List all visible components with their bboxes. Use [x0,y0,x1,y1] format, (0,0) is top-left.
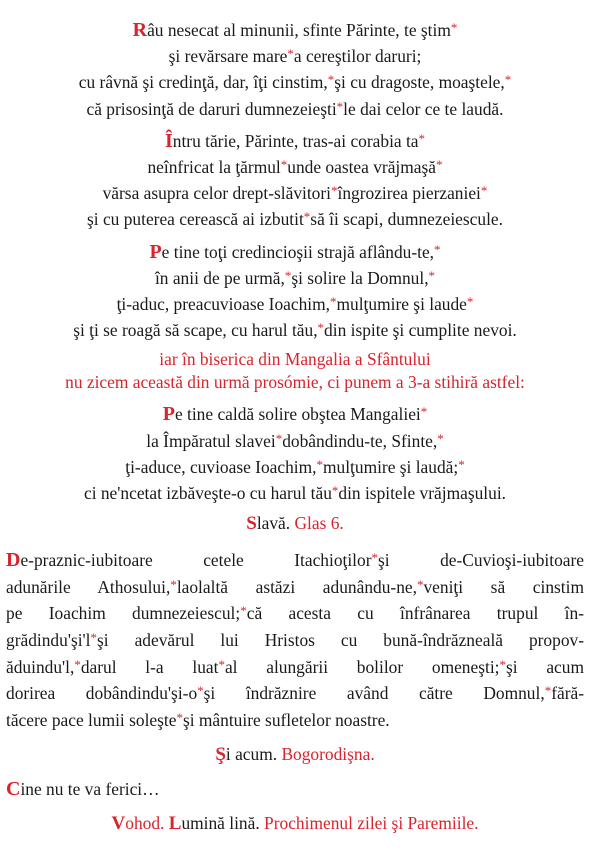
prose-text: şi mântuire sufletelor noastre. [182,709,390,730]
verse-text: din ispite şi cumplite nevoi. [324,320,517,341]
prose-text: veniţi să cinstim [423,576,584,597]
verse-text: că prisosinţă de daruri dumnezeieşti [86,98,337,119]
drop-initial: D [6,549,21,572]
star-mark: * [480,183,488,199]
star-mark: * [197,683,204,699]
stanza-mangalia [6,400,584,505]
verse-text: la Împăratul slavei [146,430,276,451]
verse-text: unde oastea vrăjmaşă [287,157,436,178]
star-mark: * [90,630,98,646]
verse-text: a cereştilor daruri; [293,46,422,67]
verse-text: ntru tărie, Părinte, tras-ai corabia ta [172,130,419,151]
stanza [6,16,584,121]
star-mark: * [504,72,512,88]
star-mark: * [303,209,311,225]
star-mark: * [176,709,183,725]
prose-text: că acesta cu înfrânarea trupul în- [246,603,584,624]
prose-text: laolaltă astăzi adunându-ne, [176,576,417,597]
verse-line [6,400,584,426]
star-mark: * [458,456,465,472]
prose-line [6,626,584,653]
star-mark: * [240,603,247,619]
verse-line [6,42,584,68]
verse-line [6,16,584,42]
star-mark: * [450,20,458,35]
verse-line [6,238,584,264]
verse-line [6,316,584,342]
prose-text: ăduindu'l, [6,656,75,677]
lumina-initial: L [168,813,182,835]
vohod-initial: V [111,813,126,835]
star-mark: * [544,683,552,699]
prose-text: şi de-Cuvioşi-iubitoare [378,550,585,571]
stanza [6,127,584,232]
star-mark: * [170,576,177,592]
verse-text: mulţumire şi laude [336,294,467,315]
verse-text: şi cu dragoste, moaştele, [334,72,505,93]
prose-text: darul l-a luat [80,656,219,677]
verse-text: e tine caldă solire obştea Mangaliei [174,404,421,425]
prose-line [6,546,584,573]
verse-text: şi cu puterea cerească ai izbutit [87,209,304,230]
prose-line [6,599,584,626]
verse-text: ţi-aduce, cuvioase Ioachim, [125,456,317,477]
prose-line [6,653,584,680]
star-mark: * [284,267,292,283]
prose-text: fără- [551,683,584,704]
prokeimenon-text: Prochimenul zilei şi Paremiile. [264,813,479,834]
star-mark: * [330,294,337,310]
verse-text: ci ne'ncetat izbăveşte-o cu harul tău [83,483,332,504]
glory-word: lavă. [256,513,291,534]
stanza [6,238,584,343]
prose-text: grădindu'şi'l [6,630,91,651]
stanza-group [6,16,584,342]
theotokion-label: Bogorodişna. [281,744,375,765]
verse-text: neînfricat la ţărmul [147,157,281,178]
and-now-word: i acum. [225,744,278,765]
verse-text: mulţumire şi laudă; [322,456,459,477]
star-mark: * [336,98,344,114]
star-mark: * [316,456,323,472]
star-mark: * [437,430,444,446]
verse-line [6,179,584,205]
star-mark: * [434,241,441,257]
star-mark: * [428,267,436,283]
lumina-text: umină lină. [181,813,260,834]
doxastikon-text [6,546,584,732]
drop-initial: P [162,403,175,426]
prose-line [6,679,584,706]
star-mark: * [331,183,338,199]
prose-text: dorirea dobândindu'şi-o [6,683,198,704]
verse-line [6,479,584,505]
verse-text: din ispitele vrăjmaşului. [338,483,507,504]
drop-initial: P [149,240,162,263]
verse-line [6,153,584,179]
star-mark: * [418,130,426,146]
incipit-text: ine nu te va ferici… [20,779,160,800]
glory-initial: S [246,513,257,535]
star-mark: * [420,404,428,420]
rubric-note [6,348,584,394]
glory-heading [6,511,584,536]
incipit-initial: C [6,778,21,801]
verse-line [6,290,584,316]
star-mark: * [218,656,225,672]
verse-text: să îi scapi, dumnezeiescule. [310,209,503,230]
verse-text: şi revărsare mare [168,46,288,67]
verse-line [6,68,584,94]
prose-text: şi adevărul lui Hristos cu bună-îndrăzneală propov- [97,630,584,651]
verse-text: dobândindu-te, Sfinte, [282,430,438,451]
verse-line [6,95,584,121]
star-mark: * [275,430,283,446]
star-mark: * [331,483,339,499]
stanza [6,400,584,505]
verse-text: şi solire la Domnul, [291,267,429,288]
verse-text: âu nesecat al minunii, sfinte Părinte, te ştim [147,20,451,40]
and-now-heading [6,742,584,767]
verse-line [6,127,584,153]
star-mark: * [74,656,81,672]
prose-text: tăcere pace lumii soleşte [6,709,177,730]
prose-line [6,706,584,733]
prose-text: e-praznic-iubitoare cetele Itachioţilor [20,550,372,571]
prose-text: şi îndrăznire având către Domnul, [203,683,545,704]
star-mark: * [371,550,378,566]
star-mark: * [436,157,443,173]
verse-text: cu râvnă şi credinţă, dar, îţi cinstim, [78,72,328,93]
verse-line [6,427,584,453]
prose-line [6,573,584,600]
prose-text: şi acum [506,656,584,677]
star-mark: * [416,576,424,592]
verse-text: le dai celor ce te laudă. [343,98,504,119]
final-rubric [6,811,584,836]
star-mark: * [466,294,474,310]
prose-text: adunările Athosului, [6,576,171,597]
verse-text: ţi-aduc, preacuvioase Ioachim, [116,294,330,315]
star-mark: * [287,46,294,62]
verse-line [6,264,584,290]
verse-line [6,205,584,231]
incipit-line [6,777,584,801]
verse-line [6,453,584,479]
glory-tone: Glas 6. [294,513,344,534]
prose-text: pe Ioachim dumnezeiescul; [6,603,241,624]
star-mark: * [327,72,335,88]
prose-text: al alungării bolilor omeneşti; [224,656,500,677]
star-mark: * [317,320,325,336]
rubric-line: iar în biserica din Mangalia a Sfântului [159,349,431,370]
verse-text: e tine toţi credincioşii strajă aflându-te, [161,241,435,262]
verse-text: şi ţi se roagă să scape, cu harul tău, [73,320,318,341]
star-mark: * [499,656,506,672]
star-mark: * [280,157,288,173]
vohod-word: ohod. [125,813,165,834]
verse-text: vărsa asupra celor drept-slăvitori [102,183,331,204]
drop-initial: Î [164,129,173,152]
verse-text: îngrozirea pierzaniei [337,183,481,204]
drop-initial: R [132,19,148,41]
verse-text: în anii de pe urmă, [154,267,285,288]
rubric-line: nu zicem această din urmă prosómie, ci punem a 3-a stihiră astfel: [65,372,525,393]
and-now-initial: Ş [215,744,226,766]
